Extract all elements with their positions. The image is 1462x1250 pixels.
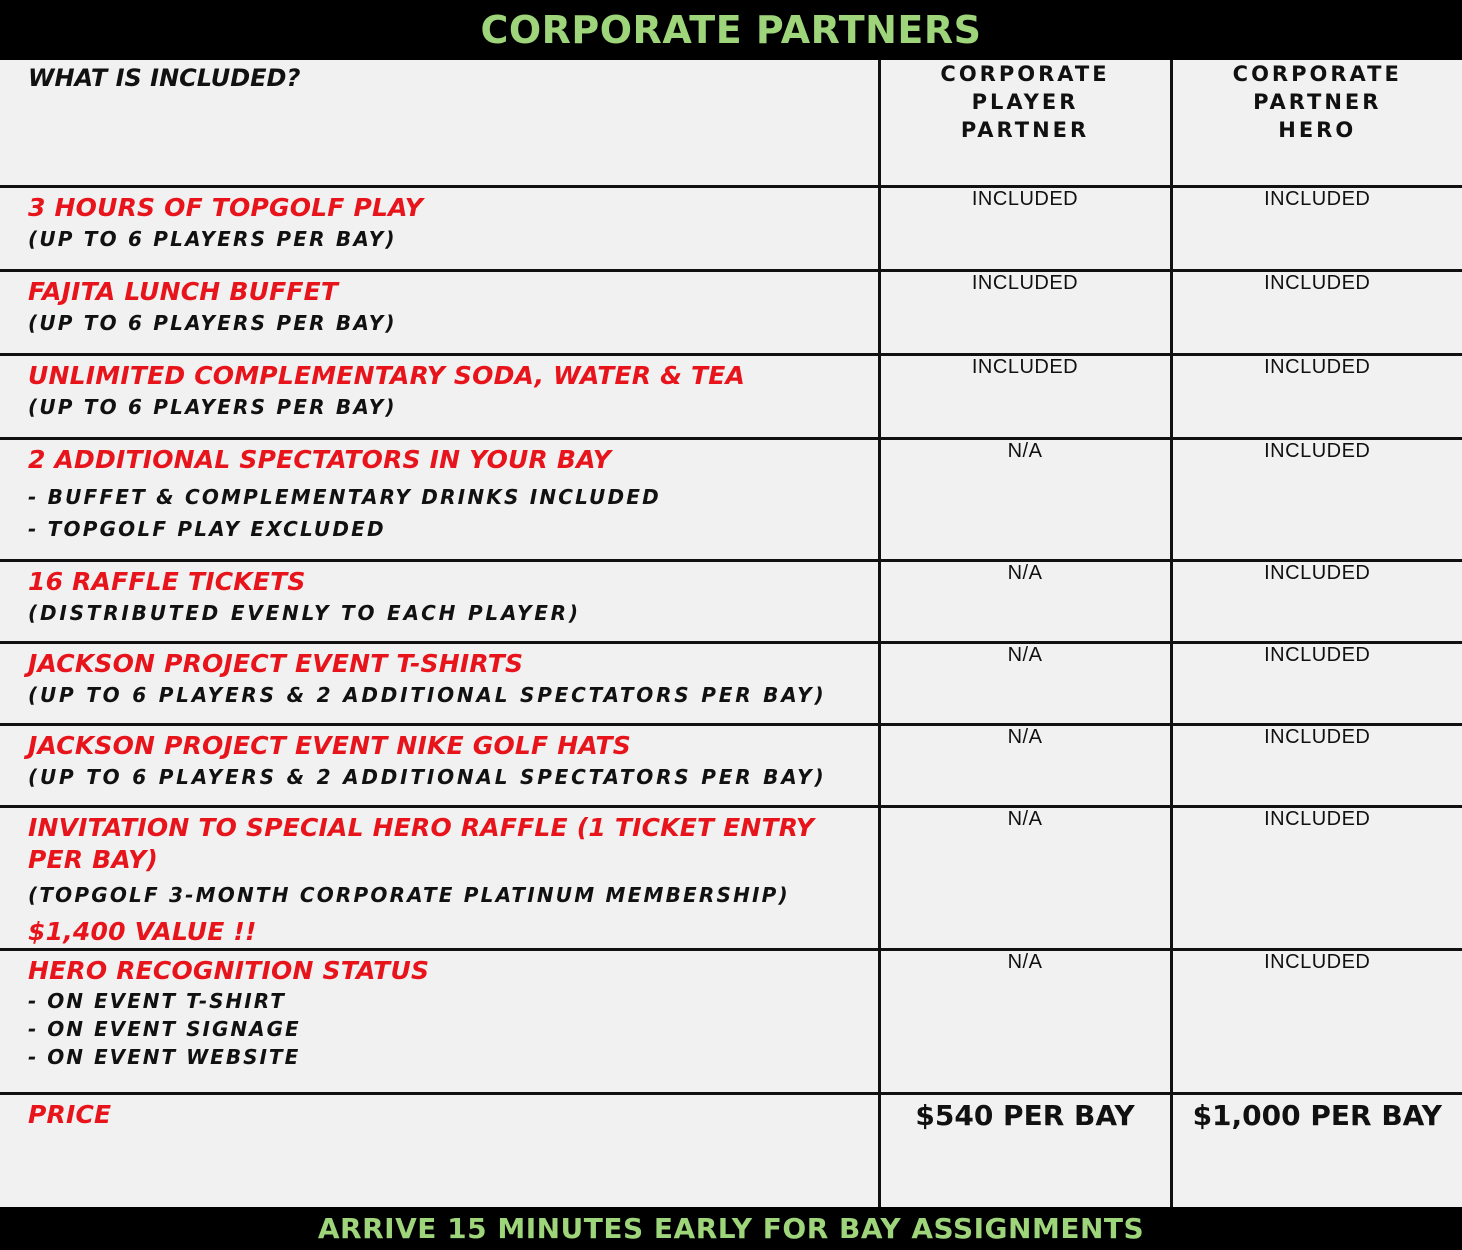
package-comparison-table xyxy=(0,60,1462,1220)
feature-cell xyxy=(0,949,879,1093)
table-row xyxy=(0,806,1462,949)
table-row xyxy=(0,354,1462,438)
page-title: CORPORATE PARTNERS xyxy=(0,0,1462,60)
feature-name: JACKSON PROJECT EVENT T-SHIRTS xyxy=(28,648,524,678)
feature-cell xyxy=(0,560,879,642)
feature-detail: - ON EVENT WEBSITE xyxy=(28,1044,301,1069)
tier1-value: N/A xyxy=(879,949,1171,1093)
what-included-header: WHAT IS INCLUDED? xyxy=(0,60,879,186)
feature-cell xyxy=(0,642,879,724)
feature-detail: (TOPGOLF 3-MONTH CORPORATE PLATINUM MEMBERSHIP) xyxy=(28,882,790,907)
feature-detail: (UP TO 6 PLAYERS PER BAY) xyxy=(28,394,397,419)
feature-name: 3 HOURS OF TOPGOLF PLAY xyxy=(28,192,424,222)
feature-cell xyxy=(0,186,879,270)
tier2-value: INCLUDED xyxy=(1171,724,1462,806)
tier1-value: N/A xyxy=(879,438,1171,560)
tier2-value: INCLUDED xyxy=(1171,354,1462,438)
footer-notice: ARRIVE 15 MINUTES EARLY FOR BAY ASSIGNMENTS xyxy=(0,1207,1462,1250)
table-row xyxy=(0,186,1462,270)
feature-detail: - BUFFET & COMPLEMENTARY DRINKS INCLUDED xyxy=(28,484,661,509)
tier1-value: INCLUDED xyxy=(879,270,1171,354)
tier2-value: INCLUDED xyxy=(1171,560,1462,642)
tier1-value: INCLUDED xyxy=(879,354,1171,438)
tier1-value: N/A xyxy=(879,724,1171,806)
tier2-value: INCLUDED xyxy=(1171,270,1462,354)
feature-name: 2 ADDITIONAL SPECTATORS IN YOUR BAY xyxy=(28,444,612,474)
feature-detail: (DISTRIBUTED EVENLY TO EACH PLAYER) xyxy=(28,600,581,625)
tier-player-partner-header: CORPORATE PLAYER PARTNER xyxy=(879,60,1171,186)
tier1-price: $540 PER BAY xyxy=(879,1093,1171,1220)
tier2-value: INCLUDED xyxy=(1171,806,1462,949)
tier1-value: N/A xyxy=(879,642,1171,724)
value-note: $1,400 VALUE !! xyxy=(28,916,257,946)
price-row xyxy=(0,1093,1462,1220)
table-row xyxy=(0,642,1462,724)
feature-detail: (UP TO 6 PLAYERS & 2 ADDITIONAL SPECTATORS PER BAY) xyxy=(28,682,827,707)
price-label: PRICE xyxy=(28,1099,112,1129)
table-row xyxy=(0,724,1462,806)
table-row xyxy=(0,560,1462,642)
feature-detail: - TOPGOLF PLAY EXCLUDED xyxy=(28,516,386,541)
feature-cell xyxy=(0,806,879,949)
price-label-cell xyxy=(0,1093,879,1220)
feature-cell xyxy=(0,270,879,354)
tier2-value: INCLUDED xyxy=(1171,642,1462,724)
feature-detail: (UP TO 6 PLAYERS PER BAY) xyxy=(28,310,397,335)
tier2-value: INCLUDED xyxy=(1171,949,1462,1093)
tier2-price: $1,000 PER BAY xyxy=(1171,1093,1462,1220)
feature-detail: - ON EVENT SIGNAGE xyxy=(28,1016,301,1041)
table-row xyxy=(0,270,1462,354)
tier1-value: N/A xyxy=(879,560,1171,642)
feature-detail: (UP TO 6 PLAYERS PER BAY) xyxy=(28,226,397,251)
tier2-value: INCLUDED xyxy=(1171,438,1462,560)
feature-cell xyxy=(0,354,879,438)
feature-cell xyxy=(0,724,879,806)
feature-name: HERO RECOGNITION STATUS xyxy=(28,955,430,985)
feature-cell xyxy=(0,438,879,560)
feature-name: FAJITA LUNCH BUFFET xyxy=(28,276,339,306)
feature-name: INVITATION TO SPECIAL HERO RAFFLE (1 TICKET ENTRY PER BAY) xyxy=(28,812,815,874)
feature-name: 16 RAFFLE TICKETS xyxy=(28,566,306,596)
table-row xyxy=(0,949,1462,1093)
tier1-value: N/A xyxy=(879,806,1171,949)
feature-name: UNLIMITED COMPLEMENTARY SODA, WATER & TEA xyxy=(28,360,746,390)
tier2-value: INCLUDED xyxy=(1171,186,1462,270)
tier-partner-hero-header: CORPORATE PARTNER HERO xyxy=(1171,60,1462,186)
tier1-value: INCLUDED xyxy=(879,186,1171,270)
table-row xyxy=(0,438,1462,560)
feature-detail: (UP TO 6 PLAYERS & 2 ADDITIONAL SPECTATORS PER BAY) xyxy=(28,764,827,789)
feature-name: JACKSON PROJECT EVENT NIKE GOLF HATS xyxy=(28,730,631,760)
table-header-row xyxy=(0,60,1462,186)
feature-detail: - ON EVENT T-SHIRT xyxy=(28,988,286,1013)
